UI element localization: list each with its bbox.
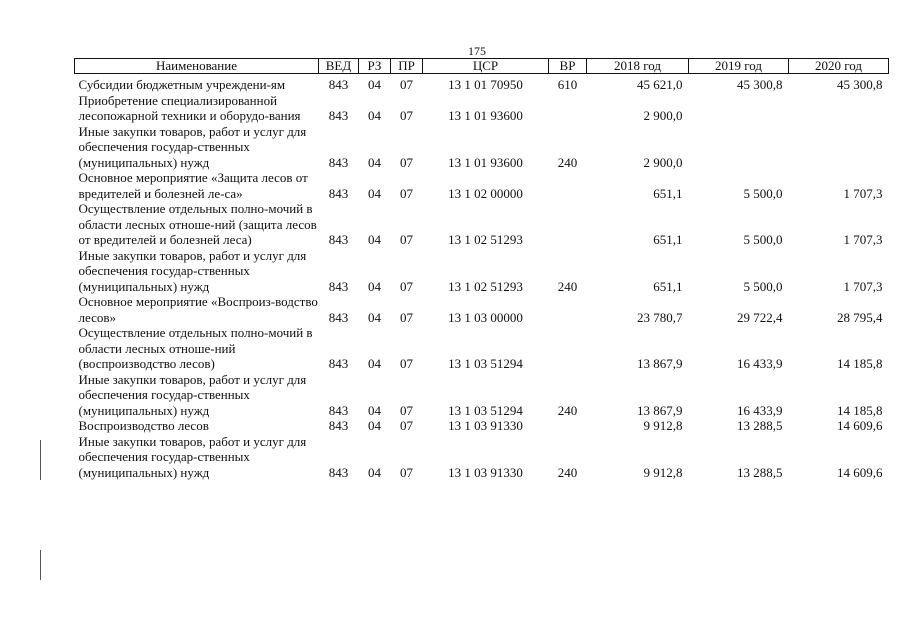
table-row	[75, 93, 889, 124]
cell-csr: 13 1 02 51293	[448, 232, 523, 247]
cell-2018: 13 867,9	[637, 402, 683, 418]
cell-vr: 240	[557, 402, 578, 418]
table-row	[75, 77, 889, 93]
cell-vr: 240	[557, 278, 578, 294]
cell-pr: 07	[400, 185, 413, 201]
cell-ved: 843	[328, 356, 349, 371]
cell-pr: 07	[400, 309, 413, 325]
table-row	[75, 201, 889, 248]
cell-csr: 13 1 01 93600	[448, 108, 523, 123]
budget-table	[74, 58, 889, 480]
cell-ved: 843	[328, 278, 349, 294]
cell-2018: 45 621,0	[637, 77, 683, 92]
cell-rz: 04	[368, 356, 381, 371]
cell-2018: 2 900,0	[643, 108, 683, 123]
cell-csr: 13 1 02 51293	[448, 278, 523, 294]
cell-ved: 843	[328, 309, 349, 325]
cell-2018: 651,1	[653, 278, 683, 294]
cell-csr: 13 1 02 00000	[448, 185, 523, 201]
cell-csr: 13 1 03 91330	[448, 464, 523, 480]
cell-vr	[549, 201, 587, 248]
cell-vr	[549, 170, 587, 201]
cell-csr: 13 1 01 70950	[448, 77, 523, 92]
cell-pr: 07	[400, 418, 413, 433]
cell-2019: 29 722,4	[737, 309, 783, 325]
header-vr: ВР	[549, 59, 587, 74]
table-row	[75, 418, 889, 434]
cell-name: Основное мероприятие «Воспроиз-водство лесов»	[78, 294, 318, 325]
cell-rz: 04	[368, 278, 381, 294]
cell-rz: 04	[368, 154, 381, 170]
cell-csr: 13 1 03 00000	[448, 309, 523, 325]
cell-2018: 2 900,0	[643, 154, 683, 170]
cell-2020: 28 795,4	[837, 309, 883, 325]
cell-csr: 13 1 03 51294	[448, 356, 523, 371]
cell-2019: 5 500,0	[743, 278, 783, 294]
cell-2020: 14 609,6	[837, 464, 883, 480]
cell-vr	[549, 325, 587, 372]
cell-ved: 843	[328, 464, 349, 480]
table-row	[75, 170, 889, 201]
cell-2018: 9 912,8	[643, 418, 683, 433]
cell-ved: 843	[328, 418, 349, 433]
cell-2018: 23 780,7	[637, 309, 683, 325]
cell-2018: 13 867,9	[637, 356, 683, 371]
cell-pr: 07	[400, 77, 413, 92]
cell-pr: 07	[400, 402, 413, 418]
cell-2018: 651,1	[653, 232, 683, 247]
cell-2019: 13 288,5	[737, 418, 783, 433]
cell-2019	[689, 93, 789, 124]
cell-name: Воспроизводство лесов	[78, 418, 209, 433]
cell-2020	[789, 124, 889, 171]
table-row	[75, 325, 889, 372]
cell-2020: 14 185,8	[837, 356, 883, 371]
cell-ved: 843	[328, 185, 349, 201]
cell-rz: 04	[368, 108, 381, 123]
cell-name: Приобретение специализированной лесопожарной техники и оборудо-вания	[78, 92, 301, 123]
cell-csr: 13 1 03 91330	[448, 418, 523, 433]
cell-pr: 07	[400, 278, 413, 294]
cell-2020	[789, 93, 889, 124]
cell-2019: 5 500,0	[743, 232, 783, 247]
cell-rz: 04	[368, 185, 381, 201]
margin-mark	[40, 440, 41, 480]
table-header-row	[75, 59, 889, 74]
cell-2018: 651,1	[653, 185, 683, 201]
cell-2019: 45 300,8	[737, 77, 783, 92]
cell-name: Иные закупки товаров, работ и услуг для обеспечения государ-ственных (муниципальных) нужд	[78, 371, 307, 418]
page-number: 175	[468, 44, 486, 58]
cell-ved: 843	[328, 77, 349, 92]
header-pr: ПР	[391, 59, 423, 74]
cell-pr: 07	[400, 108, 413, 123]
cell-2019: 16 433,9	[737, 402, 783, 418]
cell-csr: 13 1 03 51294	[448, 402, 523, 418]
cell-2020: 1 707,3	[843, 185, 883, 201]
header-2020: 2020 год	[789, 59, 889, 74]
cell-csr: 13 1 01 93600	[448, 154, 523, 170]
cell-vr	[549, 294, 587, 325]
table-row	[75, 372, 889, 419]
cell-2018: 9 912,8	[643, 464, 683, 480]
cell-vr: 240	[557, 464, 578, 480]
cell-2020: 1 707,3	[843, 278, 883, 294]
cell-ved: 843	[328, 232, 349, 247]
cell-name: Иные закупки товаров, работ и услуг для обеспечения государ-ственных (муниципальных) нужд	[78, 433, 307, 480]
cell-name: Осуществление отдельных полно-мочий в области лесных отноше-ний (воспроизводство лесов)	[78, 325, 313, 371]
table-body	[75, 74, 889, 481]
cell-vr	[549, 93, 587, 124]
cell-2019: 5 500,0	[743, 185, 783, 201]
cell-name: Осуществление отдельных полно-мочий в области лесных отноше-ний (защита лесов от вредителей и болезней леса)	[78, 201, 317, 247]
cell-ved: 843	[328, 108, 349, 123]
cell-name: Основное мероприятие «Защита лесов от вредителей и болезней ле-са»	[78, 170, 308, 201]
cell-pr: 07	[400, 464, 413, 480]
cell-pr: 07	[400, 232, 413, 247]
cell-vr: 240	[557, 154, 578, 170]
cell-2020: 45 300,8	[837, 77, 883, 92]
cell-vr	[549, 418, 587, 434]
table-row	[75, 434, 889, 481]
cell-name: Иные закупки товаров, работ и услуг для обеспечения государ-ственных (муниципальных) нужд	[78, 123, 307, 170]
header-csr: ЦСР	[423, 59, 549, 74]
header-rz: РЗ	[359, 59, 391, 74]
table-row	[75, 248, 889, 295]
header-ved: ВЕД	[319, 59, 359, 74]
cell-2019: 13 288,5	[737, 464, 783, 480]
header-2019: 2019 год	[689, 59, 789, 74]
cell-rz: 04	[368, 309, 381, 325]
margin-mark	[40, 550, 41, 580]
cell-ved: 843	[328, 402, 349, 418]
cell-2019: 16 433,9	[737, 356, 783, 371]
table-row	[75, 294, 889, 325]
cell-2020: 14 609,6	[837, 418, 883, 433]
cell-rz: 04	[368, 77, 381, 92]
cell-pr: 07	[400, 154, 413, 170]
cell-2019	[689, 124, 789, 171]
cell-name: Субсидии бюджетным учреждени-ям	[78, 77, 286, 92]
cell-2020: 14 185,8	[837, 402, 883, 418]
cell-name: Иные закупки товаров, работ и услуг для обеспечения государ-ственных (муниципальных) нужд	[78, 247, 307, 294]
cell-2020: 1 707,3	[843, 232, 883, 247]
cell-rz: 04	[368, 402, 381, 418]
table-row	[75, 124, 889, 171]
cell-vr: 610	[557, 77, 578, 92]
cell-rz: 04	[368, 464, 381, 480]
cell-rz: 04	[368, 418, 381, 433]
cell-rz: 04	[368, 232, 381, 247]
header-name: Наименование	[75, 59, 319, 74]
header-2018: 2018 год	[587, 59, 689, 74]
cell-pr: 07	[400, 356, 413, 371]
cell-ved: 843	[328, 154, 349, 170]
